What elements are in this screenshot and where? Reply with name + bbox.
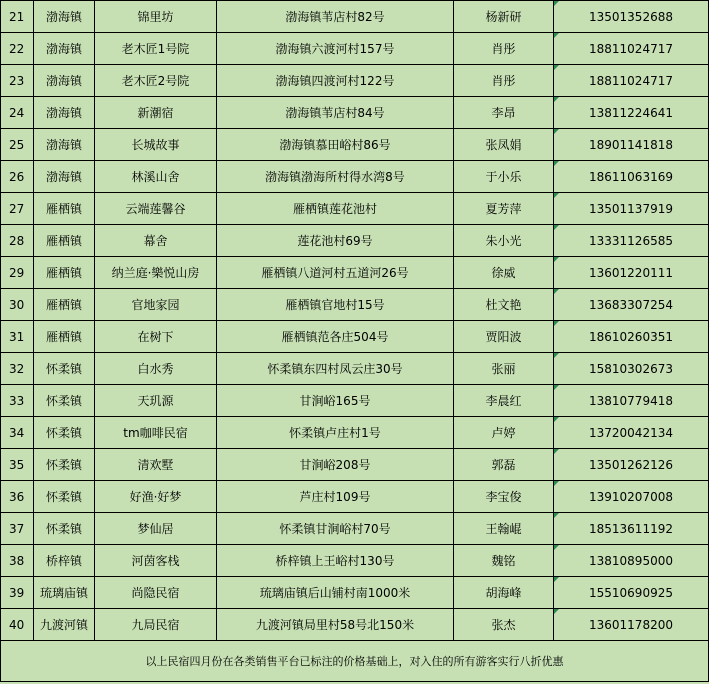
- town-cell[interactable]: 怀柔镇: [34, 417, 95, 449]
- homestay-name-cell[interactable]: 林溪山舍: [95, 161, 217, 193]
- town-cell[interactable]: 雁栖镇: [34, 289, 95, 321]
- row-number-cell[interactable]: 35: [1, 449, 34, 481]
- town-cell[interactable]: 琉璃庙镇: [34, 577, 95, 609]
- town-cell[interactable]: 雁栖镇: [34, 193, 95, 225]
- address-cell[interactable]: 琉璃庙镇后山铺村南1000米: [217, 577, 454, 609]
- contact-cell[interactable]: 魏铭: [454, 545, 554, 577]
- phone-cell[interactable]: 13501352688: [554, 1, 709, 33]
- table-row: [1, 289, 709, 321]
- phone-cell[interactable]: 18610260351: [554, 321, 709, 353]
- contact-cell[interactable]: 肖彤: [454, 33, 554, 65]
- contact-cell[interactable]: 卢婷: [454, 417, 554, 449]
- phone-cell[interactable]: 18811024717: [554, 65, 709, 97]
- address-cell[interactable]: 渤海镇渤海所村得水湾8号: [217, 161, 454, 193]
- town-cell[interactable]: 雁栖镇: [34, 321, 95, 353]
- address-cell[interactable]: 雁栖镇范各庄504号: [217, 321, 454, 353]
- contact-cell[interactable]: 李昂: [454, 97, 554, 129]
- phone-cell[interactable]: 13501137919: [554, 193, 709, 225]
- homestay-name-cell[interactable]: 好渔·好梦: [95, 481, 217, 513]
- homestay-name-cell[interactable]: 河茵客栈: [95, 545, 217, 577]
- homestay-name-cell[interactable]: 官地家园: [95, 289, 217, 321]
- row-number-cell[interactable]: 31: [1, 321, 34, 353]
- town-cell[interactable]: 渤海镇: [34, 33, 95, 65]
- homestay-name-cell[interactable]: 尚隐民宿: [95, 577, 217, 609]
- contact-cell[interactable]: 李宝俊: [454, 481, 554, 513]
- phone-cell[interactable]: 13810895000: [554, 545, 709, 577]
- row-number-cell[interactable]: 33: [1, 385, 34, 417]
- contact-cell[interactable]: 杨新研: [454, 1, 554, 33]
- phone-cell[interactable]: 18513611192: [554, 513, 709, 545]
- homestay-name-cell[interactable]: 清欢墅: [95, 449, 217, 481]
- address-cell[interactable]: 渤海镇四渡河村122号: [217, 65, 454, 97]
- phone-cell[interactable]: 13683307254: [554, 289, 709, 321]
- town-cell[interactable]: 怀柔镇: [34, 481, 95, 513]
- table-row: [1, 161, 709, 193]
- phone-cell[interactable]: 13810779418: [554, 385, 709, 417]
- homestay-name-cell[interactable]: 梦仙居: [95, 513, 217, 545]
- row-number-cell[interactable]: 28: [1, 225, 34, 257]
- table-row: [1, 353, 709, 385]
- contact-cell[interactable]: 夏芳萍: [454, 193, 554, 225]
- homestay-name-cell[interactable]: 云端莲馨谷: [95, 193, 217, 225]
- phone-cell[interactable]: 13501262126: [554, 449, 709, 481]
- homestay-name-cell[interactable]: 白水秀: [95, 353, 217, 385]
- footer-row: [1, 641, 709, 682]
- table-row: [1, 1, 709, 33]
- phone-cell[interactable]: 13910207008: [554, 481, 709, 513]
- contact-cell[interactable]: 杜文艳: [454, 289, 554, 321]
- table-body: [1, 1, 709, 682]
- address-cell[interactable]: 渤海镇慕田峪村86号: [217, 129, 454, 161]
- row-number-cell[interactable]: 32: [1, 353, 34, 385]
- table-row: [1, 513, 709, 545]
- row-number-cell[interactable]: 23: [1, 65, 34, 97]
- phone-cell[interactable]: 18901141818: [554, 129, 709, 161]
- address-cell[interactable]: 甘涧峪165号: [217, 385, 454, 417]
- contact-cell[interactable]: 张凤娟: [454, 129, 554, 161]
- homestay-name-cell[interactable]: 老木匠2号院: [95, 65, 217, 97]
- discount-note[interactable]: 以上民宿四月份在各类销售平台已标注的价格基础上，对入住的所有游客实行八折优惠: [1, 641, 709, 682]
- row-number-cell[interactable]: 27: [1, 193, 34, 225]
- row-number-cell[interactable]: 40: [1, 609, 34, 641]
- row-number-cell[interactable]: 26: [1, 161, 34, 193]
- contact-cell[interactable]: 郭磊: [454, 449, 554, 481]
- address-cell[interactable]: 渤海镇苇店村82号: [217, 1, 454, 33]
- homestay-name-cell[interactable]: tm咖啡民宿: [95, 417, 217, 449]
- table-row: [1, 609, 709, 641]
- town-cell[interactable]: 渤海镇: [34, 97, 95, 129]
- town-cell[interactable]: 怀柔镇: [34, 513, 95, 545]
- row-number-cell[interactable]: 34: [1, 417, 34, 449]
- table-row: [1, 385, 709, 417]
- row-number-cell[interactable]: 36: [1, 481, 34, 513]
- phone-cell[interactable]: 13331126585: [554, 225, 709, 257]
- address-cell[interactable]: 怀柔镇卢庄村1号: [217, 417, 454, 449]
- table-row: [1, 449, 709, 481]
- address-cell[interactable]: 芦庄村109号: [217, 481, 454, 513]
- contact-cell[interactable]: 王翰崐: [454, 513, 554, 545]
- phone-cell[interactable]: 18611063169: [554, 161, 709, 193]
- contact-cell[interactable]: 肖彤: [454, 65, 554, 97]
- address-cell[interactable]: 九渡河镇局里村58号北150米: [217, 609, 454, 641]
- address-cell[interactable]: 桥梓镇上王峪村130号: [217, 545, 454, 577]
- table-row: [1, 417, 709, 449]
- table-row: [1, 257, 709, 289]
- address-cell[interactable]: 渤海镇苇店村84号: [217, 97, 454, 129]
- contact-cell[interactable]: 于小乐: [454, 161, 554, 193]
- town-cell[interactable]: 渤海镇: [34, 1, 95, 33]
- phone-cell[interactable]: 13811224641: [554, 97, 709, 129]
- homestay-name-cell[interactable]: 纳兰庭·樂悦山房: [95, 257, 217, 289]
- homestay-name-cell[interactable]: 锦里坊: [95, 1, 217, 33]
- table-row: [1, 481, 709, 513]
- phone-cell[interactable]: 18811024717: [554, 33, 709, 65]
- phone-cell[interactable]: 13601178200: [554, 609, 709, 641]
- contact-cell[interactable]: 张杰: [454, 609, 554, 641]
- address-cell[interactable]: 怀柔镇东四村凤云庄30号: [217, 353, 454, 385]
- address-cell[interactable]: 甘涧峪208号: [217, 449, 454, 481]
- town-cell[interactable]: 渤海镇: [34, 129, 95, 161]
- contact-cell[interactable]: 朱小光: [454, 225, 554, 257]
- town-cell[interactable]: 怀柔镇: [34, 385, 95, 417]
- table-row: [1, 577, 709, 609]
- homestay-name-cell[interactable]: 在树下: [95, 321, 217, 353]
- row-number-cell[interactable]: 38: [1, 545, 34, 577]
- town-cell[interactable]: 雁栖镇: [34, 225, 95, 257]
- homestay-name-cell[interactable]: 幕舍: [95, 225, 217, 257]
- homestay-name-cell[interactable]: 新潮宿: [95, 97, 217, 129]
- phone-cell[interactable]: 13601220111: [554, 257, 709, 289]
- address-cell[interactable]: 雁栖镇莲花池村: [217, 193, 454, 225]
- town-cell[interactable]: 怀柔镇: [34, 353, 95, 385]
- table-row: [1, 545, 709, 577]
- table-row: [1, 33, 709, 65]
- row-number-cell[interactable]: 39: [1, 577, 34, 609]
- homestay-name-cell[interactable]: 长城故事: [95, 129, 217, 161]
- town-cell[interactable]: 桥梓镇: [34, 545, 95, 577]
- address-cell[interactable]: 雁栖镇八道河村五道河26号: [217, 257, 454, 289]
- table-row: [1, 65, 709, 97]
- table-row: [1, 193, 709, 225]
- row-number-cell[interactable]: 29: [1, 257, 34, 289]
- address-cell[interactable]: 渤海镇六渡河村157号: [217, 33, 454, 65]
- town-cell[interactable]: 雁栖镇: [34, 257, 95, 289]
- table-row: [1, 129, 709, 161]
- row-number-cell[interactable]: 21: [1, 1, 34, 33]
- address-cell[interactable]: 怀柔镇甘涧峪村70号: [217, 513, 454, 545]
- phone-cell[interactable]: 15810302673: [554, 353, 709, 385]
- homestay-name-cell[interactable]: 老木匠1号院: [95, 33, 217, 65]
- row-number-cell[interactable]: 30: [1, 289, 34, 321]
- contact-cell[interactable]: 胡海峰: [454, 577, 554, 609]
- phone-cell[interactable]: 13720042134: [554, 417, 709, 449]
- row-number-cell[interactable]: 24: [1, 97, 34, 129]
- address-cell[interactable]: 莲花池村69号: [217, 225, 454, 257]
- table-row: [1, 97, 709, 129]
- row-number-cell[interactable]: 25: [1, 129, 34, 161]
- contact-cell[interactable]: 贾阳波: [454, 321, 554, 353]
- address-cell[interactable]: 雁栖镇官地村15号: [217, 289, 454, 321]
- town-cell[interactable]: 渤海镇: [34, 161, 95, 193]
- phone-cell[interactable]: 15510690925: [554, 577, 709, 609]
- homestay-name-cell[interactable]: 九局民宿: [95, 609, 217, 641]
- table-row: [1, 225, 709, 257]
- row-number-cell[interactable]: 37: [1, 513, 34, 545]
- homestay-name-cell[interactable]: 天玑源: [95, 385, 217, 417]
- contact-cell[interactable]: 李晨红: [454, 385, 554, 417]
- town-cell[interactable]: 怀柔镇: [34, 449, 95, 481]
- table-row: [1, 321, 709, 353]
- contact-cell[interactable]: 徐威: [454, 257, 554, 289]
- contact-cell[interactable]: 张丽: [454, 353, 554, 385]
- town-cell[interactable]: 渤海镇: [34, 65, 95, 97]
- row-number-cell[interactable]: 22: [1, 33, 34, 65]
- town-cell[interactable]: 九渡河镇: [34, 609, 95, 641]
